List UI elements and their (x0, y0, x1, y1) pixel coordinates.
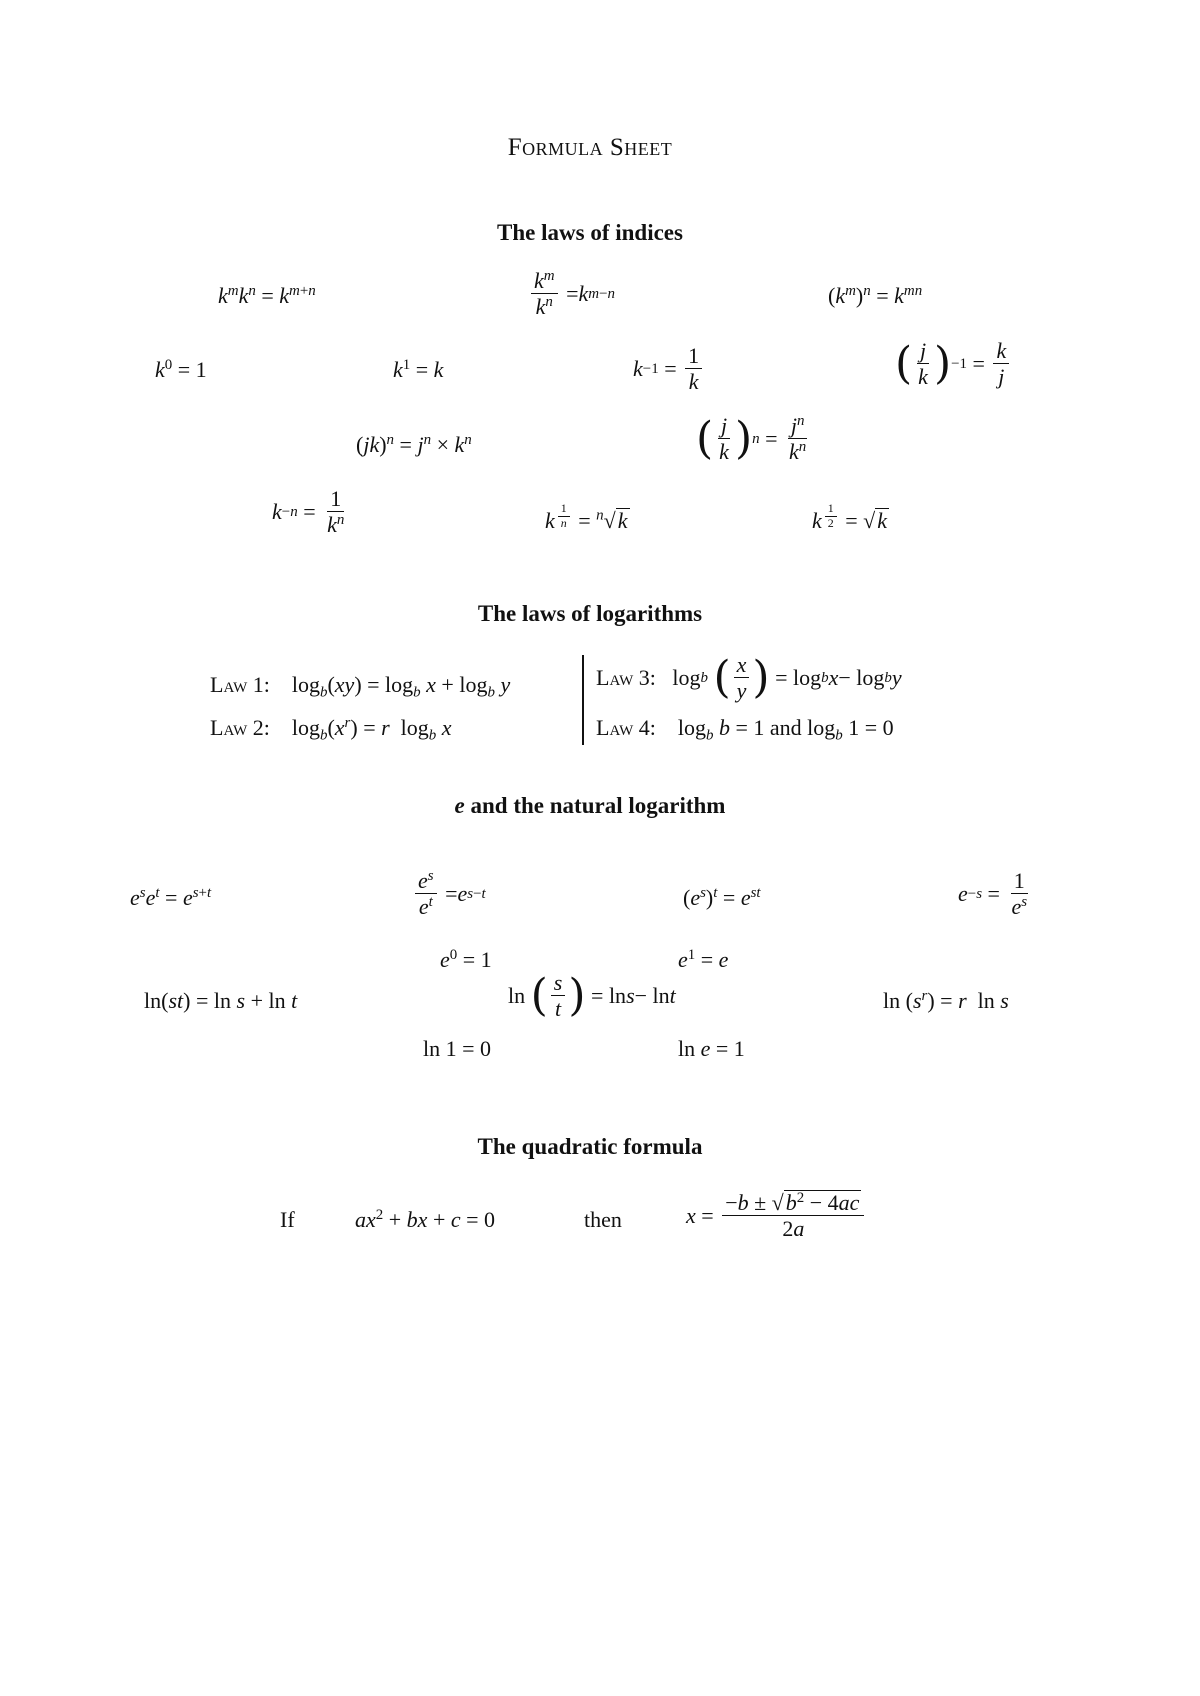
quadratic-then-word: then (584, 1207, 622, 1232)
law-divider (582, 655, 584, 745)
law-4-label: Law 4: (596, 715, 656, 740)
formula-ln-e: ln e = 1 (678, 1036, 745, 1061)
law-3-label: Law 3: (596, 664, 656, 690)
section-heading-indices: The laws of indices (497, 220, 683, 245)
formula-ln-quotient: ln ( $\frac{s}{t}$ ) = ln s − ln t (508, 969, 676, 1022)
formula-e-zero: $e^0 = 1$ (440, 946, 492, 972)
formula-e-negative: e −s = $\frac{1}{e^s}$ (958, 868, 1028, 920)
formula-ln-power: $\ln (s^r) = r$ ln s (883, 987, 1009, 1013)
formula-product-power: $(jk)^n = j^n \times k^n$ (356, 431, 472, 457)
log-law-4: Law 4: $\log_b b = 1$ and $\log_b 1 = 0$ (596, 715, 894, 744)
formula-reciprocal-fraction: ( $\frac{j}{k}$ ) −1 = $\frac{k}{j}$ (895, 338, 1012, 390)
log-law-2: Law 2: $\log_b(x^r) = r$ $\log_b x$ (210, 714, 452, 744)
formula-square-root: k $^{\frac{1}{2}}$ = √k (812, 501, 887, 533)
and-word: and (769, 715, 802, 740)
section-heading-natural-log-text: e and the natural logarithm (454, 793, 726, 818)
formula-e-quotient: $\frac{e^s}{e^t}$ = e s−t (412, 868, 486, 920)
log-law-1: Law 1: $\log_b(xy) = \log_b x + \log_b y$ (210, 672, 511, 701)
quadratic-if-word: If (280, 1207, 295, 1232)
formula-e-power: $(e^s)^t = e^{st}$ (683, 884, 761, 910)
formula-ln-one: ln 1 = 0 (423, 1036, 492, 1061)
formula-quotient-power: ( $\frac{j}{k}$ ) n = $\frac{j^n}{k^n}$ (696, 412, 807, 465)
section-heading-quadratic: The quadratic formula (477, 1134, 703, 1159)
formula-zero-exponent: $k^0 = 1$ (155, 356, 207, 382)
formula-e-product: $e^se^t = e^{s+t}$ (130, 884, 212, 910)
law-1-label: Law 1: (210, 672, 270, 697)
quadratic-solution: x = $\frac{-b \pm √b^2 - 4ac}{2a}$ (686, 1190, 867, 1242)
formula-product-rule: $k^mk^n = k^{m+n}$ (218, 282, 316, 308)
law-2-label: Law 2: (210, 715, 270, 740)
log-law-3: Law 3: log b ( $\frac{x}{y}$ ) = log b x − log b y (596, 651, 902, 704)
section-heading-logarithms: The laws of logarithms (477, 601, 703, 626)
page-title: Formula Sheet (507, 134, 673, 161)
formula-one-exponent: $k^1 = k$ (393, 356, 444, 382)
quadratic-equation: $ax^2$ + bx + c = 0 (355, 1206, 496, 1232)
formula-ln-product: ln(st) = ln s + ln t (144, 988, 298, 1013)
formula-nth-root: k $^{\frac{1}{n}}$ = $^n$√k (545, 501, 628, 533)
formula-e-one: $e^1 = e$ (678, 946, 729, 972)
formula-negative-one-exponent: k −1 = $\frac{1}{k}$ (633, 343, 705, 395)
formula-negative-exponent: k −n = $\frac{1}{k^n}$ (272, 486, 345, 538)
formula-quotient-rule: $\frac{k^m}{k^n}$ = k m−n (528, 268, 615, 320)
formula-power-rule: $(k^m)^n = k^{mn}$ (828, 282, 923, 308)
section-heading-natural-log (455, 793, 726, 819)
